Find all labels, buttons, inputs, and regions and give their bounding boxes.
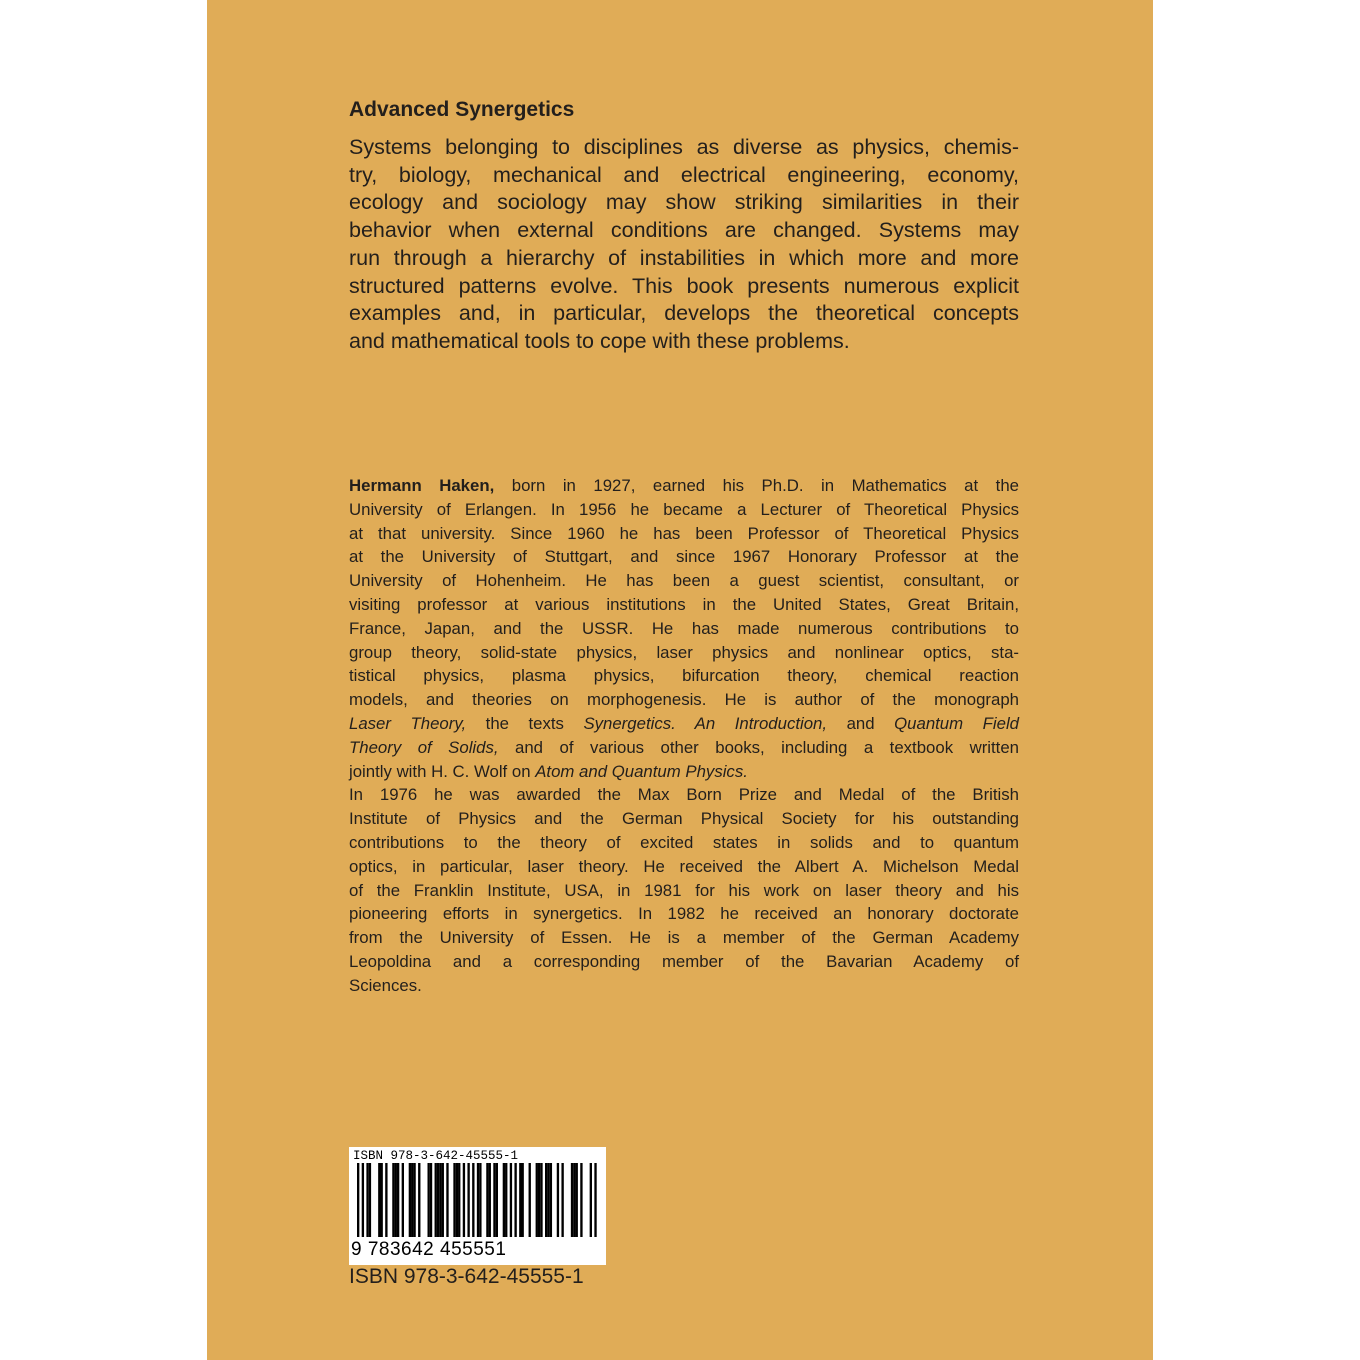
barcode [349, 1147, 606, 1265]
barcode-bar [439, 1163, 441, 1237]
description-line: examples and, in particular, develops the theoretical concepts [349, 301, 1019, 326]
barcode-bar [463, 1163, 465, 1237]
barcode-bar [395, 1163, 397, 1237]
barcode-bar [538, 1163, 540, 1237]
barcode-bar [385, 1163, 387, 1237]
barcode-bars [349, 1163, 606, 1241]
barcode-bar [519, 1163, 521, 1237]
barcode-isbn-label: ISBN 978-3-642-45555-1 [353, 1149, 519, 1163]
barcode-bar [545, 1163, 547, 1237]
barcode-bar [428, 1163, 430, 1237]
barcode-bar [489, 1163, 491, 1237]
barcode-bar [397, 1163, 399, 1237]
biography-text: jointly with H. C. Wolf on [349, 761, 536, 781]
biography-text: Institute of Physics and the German Physical Society for his outstanding [349, 809, 1019, 829]
biography-text: models, and theories on morphogenesis. He is author of the monograph [349, 690, 1019, 710]
barcode-bar [378, 1163, 380, 1237]
barcode-bar [369, 1163, 371, 1237]
biography-line [349, 545, 1019, 569]
barcode-bar [435, 1163, 437, 1237]
description-line: and mathematical tools to cope with these problems. [349, 328, 850, 353]
barcode-digits: 9 783642 455551 [351, 1239, 507, 1260]
book-title: Advanced Synergetics [349, 98, 575, 121]
description-line: try, biology, mechanical and electrical engineering, economy, [349, 162, 1019, 187]
book-reference: Quantum Field [894, 713, 1020, 733]
biography-text: of the Franklin Institute, USA, in 1981 for his work on laser theory and his [349, 880, 1019, 900]
barcode-bar [413, 1163, 415, 1237]
barcode-bar [561, 1163, 563, 1237]
biography-text: born in 1927, earned his Ph.D. in Mathematics at the [494, 476, 1019, 495]
biography-line [349, 760, 1019, 784]
barcode-bar [550, 1163, 552, 1237]
barcode-bar [458, 1163, 460, 1237]
biography-line [349, 474, 1019, 498]
biography-text: group theory, solid-state physics, laser physics and nonlinear optics, sta- [349, 642, 1019, 662]
barcode-bar [557, 1163, 559, 1237]
barcode-bar [522, 1163, 524, 1237]
author-name: Hermann Haken, [349, 476, 495, 495]
book-reference: Synergetics. An Introduction, [583, 713, 828, 733]
barcode-bar [472, 1163, 474, 1237]
barcode-bar [514, 1163, 516, 1237]
barcode-bar [547, 1163, 549, 1237]
barcode-bar [362, 1163, 364, 1237]
barcode-bar [437, 1163, 439, 1237]
biography-text: and [827, 713, 895, 733]
biography-line [349, 569, 1019, 593]
barcode-bar [505, 1163, 507, 1237]
barcode-bar [381, 1163, 383, 1237]
barcode-bar [467, 1163, 469, 1237]
biography-line [349, 926, 1019, 950]
barcode-bar [594, 1163, 596, 1237]
barcode-bar [540, 1163, 542, 1237]
biography-text: from the University of Essen. He is a member of the German Academy [349, 928, 1019, 948]
barcode-bar [590, 1163, 592, 1237]
biography-text: at that university. Since 1960 he has been Professor of Theoretical Physics [349, 523, 1019, 543]
biography-text: contributions to the theory of excited states in solids and to quantum [349, 832, 1019, 852]
book-reference: Atom and Quantum Physics. [535, 761, 748, 781]
biography-text: pioneering efforts in synergetics. In 1982 he received an honorary doctorate [349, 904, 1019, 924]
biography-line [349, 688, 1019, 712]
description-line: ecology and sociology may show striking similarities in their [349, 190, 1019, 215]
biography-line [349, 736, 1019, 760]
barcode-bar [402, 1163, 404, 1237]
barcode-bar [493, 1163, 495, 1237]
biography-line [349, 831, 1019, 855]
biography-text: optics, in particular, laser theory. He received the Albert A. Michelson Medal [349, 856, 1019, 876]
barcode-bar [411, 1163, 413, 1237]
biography-line [349, 807, 1019, 831]
biography-text: Leopoldina and a corresponding member of the Bavarian Academy of [349, 951, 1019, 971]
barcode-bar [573, 1163, 575, 1237]
barcode-bar [536, 1163, 538, 1237]
biography-text: and of various other books, including a textbook written [498, 737, 1020, 757]
biography-text: In 1976 he was awarded the Max Born Prize and Medal of the British [349, 785, 1019, 805]
isbn-text: ISBN 978-3-642-45555-1 [349, 1265, 584, 1288]
author-biography [349, 474, 1019, 998]
biography-line [349, 950, 1019, 974]
barcode-bar [446, 1163, 448, 1237]
biography-text: the texts [466, 713, 584, 733]
barcode-bar [496, 1163, 498, 1237]
barcode-bar [453, 1163, 455, 1237]
biography-line [349, 783, 1019, 807]
description-line: behavior when external conditions are changed. Systems may [349, 218, 1019, 243]
book-description [349, 134, 1019, 356]
description-line: structured patterns evolve. This book presents numerous explicit [349, 273, 1019, 298]
barcode-bar [529, 1163, 531, 1237]
barcode-bar [366, 1163, 368, 1237]
barcode-bar [503, 1163, 505, 1237]
barcode-bar [357, 1163, 359, 1237]
biography-line [349, 712, 1019, 736]
barcode-bar [430, 1163, 432, 1237]
barcode-bar [392, 1163, 394, 1237]
barcode-bar [409, 1163, 411, 1237]
biography-line [349, 664, 1019, 688]
biography-line [349, 498, 1019, 522]
barcode-bar [477, 1163, 479, 1237]
biography-text: visiting professor at various institutions in the United States, Great Britain, [349, 594, 1019, 614]
book-reference: Laser Theory, [349, 713, 467, 733]
biography-text: University of Hohenheim. He has been a guest scientist, consultant, or [349, 571, 1019, 591]
barcode-bar [510, 1163, 512, 1237]
biography-text: France, Japan, and the USSR. He has made numerous contributions to [349, 618, 1019, 638]
biography-line [349, 974, 1019, 998]
description-line: run through a hierarchy of instabilities in which more and more [349, 245, 1019, 270]
biography-text: Sciences. [349, 975, 422, 995]
biography-line [349, 902, 1019, 926]
barcode-bar [571, 1163, 573, 1237]
barcode-bar [580, 1163, 582, 1237]
barcode-bar [442, 1163, 444, 1237]
biography-text: tistical physics, plasma physics, bifurcation theory, chemical reaction [349, 666, 1019, 686]
biography-line [349, 617, 1019, 641]
description-line: Systems belonging to disciplines as diverse as physics, chemis- [349, 135, 1019, 159]
barcode-bar [576, 1163, 578, 1237]
biography-line [349, 879, 1019, 903]
barcode-bar [486, 1163, 488, 1237]
biography-line [349, 522, 1019, 546]
biography-text: University of Erlangen. In 1956 he became a Lecturer of Theoretical Physics [349, 499, 1019, 519]
barcode-bar [418, 1163, 420, 1237]
biography-text: at the University of Stuttgart, and since 1967 Honorary Professor at the [349, 547, 1019, 567]
barcode-bar [456, 1163, 458, 1237]
biography-line [349, 855, 1019, 879]
book-reference: Theory of Solids, [349, 737, 499, 757]
biography-line [349, 593, 1019, 617]
biography-line [349, 641, 1019, 665]
barcode-bar [479, 1163, 481, 1237]
